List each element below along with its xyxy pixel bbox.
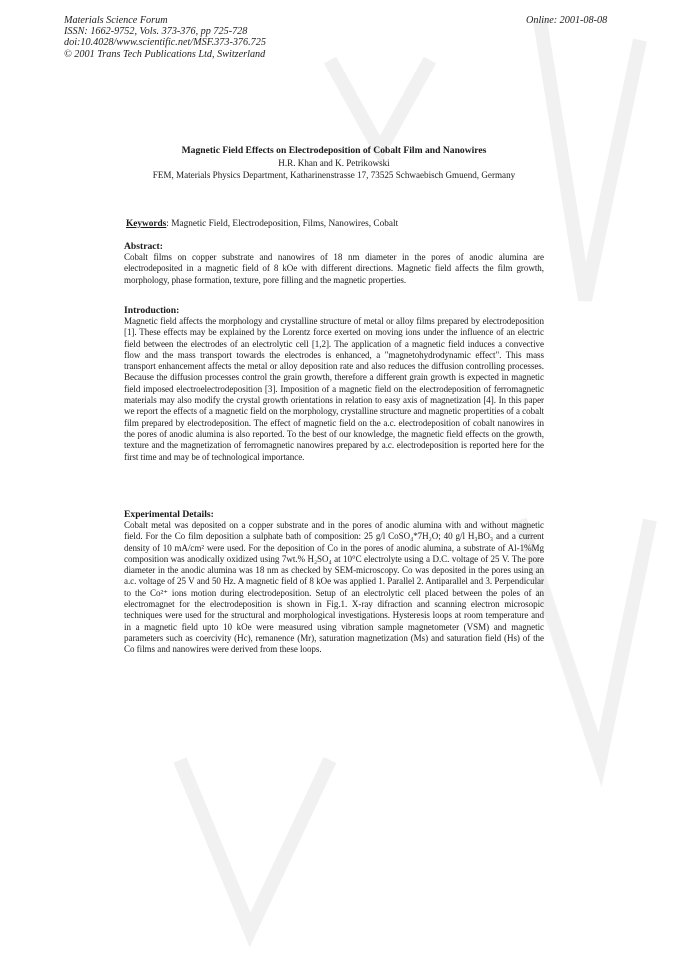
experimental-heading: Experimental Details: — [124, 509, 214, 520]
abstract-heading: Abstract: — [124, 241, 163, 252]
experimental-text: Cobalt metal was deposited on a copper substrate and in the pores of anodic alumina with and without magnetic field. For the Co film deposition a sulphate bath of composition: 25 g/l CoSO₄*7H₂O; 40 g/l H₃BO₃ and a current density of 10 mA/cm² were used. For the deposition of Co in the pores of anodic alumina, a substrate of Al-1%Mg composition was anodically oxidized using 7wt.% H₂SO₄ at 10°C electrolyte using a D.C. voltage of 25 V. The pore diameter in the anodic alumina was 18 nm as checked by SEM-microscopy. Co was deposited in the pores using an a.c. voltage of 25 V and 50 Hz. A magnetic field of 8 kOe was applied 1. Parallel 2. Antiparallel and 3. Perpendicular to the Co²⁺ ions motion during electrodeposition. Setup of an electrolytic cell placed between the poles of an electromagnet for the electrodeposition is shown in Fig.1. X-ray difraction and scanning electron microsopic techniques were used for the structural and morphological investigations. Hysteresis loops at room temperature and in a magnetic field upto 10 kOe were measured using vibration sample magnetometer (VSM) and magnetic parameters such as coercivity (Hc), remanence (Mr), saturation magnetization (Ms) and saturation field (Hs) of the Co films and nanowires were derived from these loops. — [124, 520, 544, 655]
keywords-label: Keywords — [126, 219, 167, 229]
copyright-line: © 2001 Trans Tech Publications Ltd, Switzerland — [64, 48, 266, 60]
keywords-text: : Magnetic Field, Electrodeposition, Films, Nanowires, Cobalt — [166, 219, 399, 229]
title-block — [124, 145, 544, 181]
doi-line: doi:10.4028/www.scientific.net/MSF.373-376.725 — [64, 37, 266, 49]
introduction-section — [124, 305, 544, 463]
paper-affiliation: FEM, Materials Physics Department, Katharinenstrasse 17, 73525 Schwaebisch Gmuend, Germany — [152, 170, 516, 180]
journal-name: Materials Science Forum — [64, 15, 168, 26]
online-date: Online: 2001-08-08 — [526, 15, 608, 26]
issn-line: ISSN: 1662-9752, Vols. 373-376, pp 725-728 — [64, 26, 248, 38]
introduction-heading: Introduction: — [124, 305, 180, 316]
keywords-line — [126, 219, 398, 229]
paper-authors: H.R. Khan and K. Petrikowski — [278, 158, 390, 168]
experimental-section — [124, 509, 544, 656]
paper-title: Magnetic Field Effects on Electrodeposition of Cobalt Film and Nanowires — [181, 145, 487, 156]
abstract-text: Cobalt films on copper substrate and nanowires of 18 nm diameter in the pores of anodic alumina are electrodeposited in a magnetic field of 8 kOe with different directions. Magnetic field affects the film growth, morphology, phase formation, texture, pore filling and the magnetic properties. — [124, 252, 544, 285]
journal-header — [64, 15, 266, 60]
introduction-text: Magnetic field affects the morphology and crystalline structure of metal or alloy films prepared by electrodeposition [1]. These effects may be explained by the Lorentz force exerted on moving ions under the influence of an electric field between the electrodes of an electrolytic cell [1,2]. The application of a magnetic field induces a convective flow and the mass transport towards the electrodes is enhanced, a "magnetohydrodynamic effect". This mass transport enhancement affects the metal or alloy deposition rate and also reduces the diffusion controlling processes. Because the diffusion processes control the grain growth, therefore a different grain growth is expected in magnetic field imposed electroelectrodeposition [3]. Imposition of a magnetic field on the electrodeposition of ferromagnetic materials may also modify the crystal growth orientations in relation to easy axis of magnetization [4]. In this paper we report the effects of a magnetic field on the morphology, crystalline structure and magnetic propertities of a cobalt film prepared by electrodeposition. The effect of magnetic field on the a.c. electrodeposition of cobalt nanowires in the pores of anodic alumina is also reported. To the best of our knowledge, the magnetic field effects on the growth, texture and the magnetization of ferromagnetic nanowires prepared by a.c. electrodeposition is reported here for the first time and may be of technological importance. — [124, 316, 544, 462]
abstract-section — [124, 241, 544, 286]
